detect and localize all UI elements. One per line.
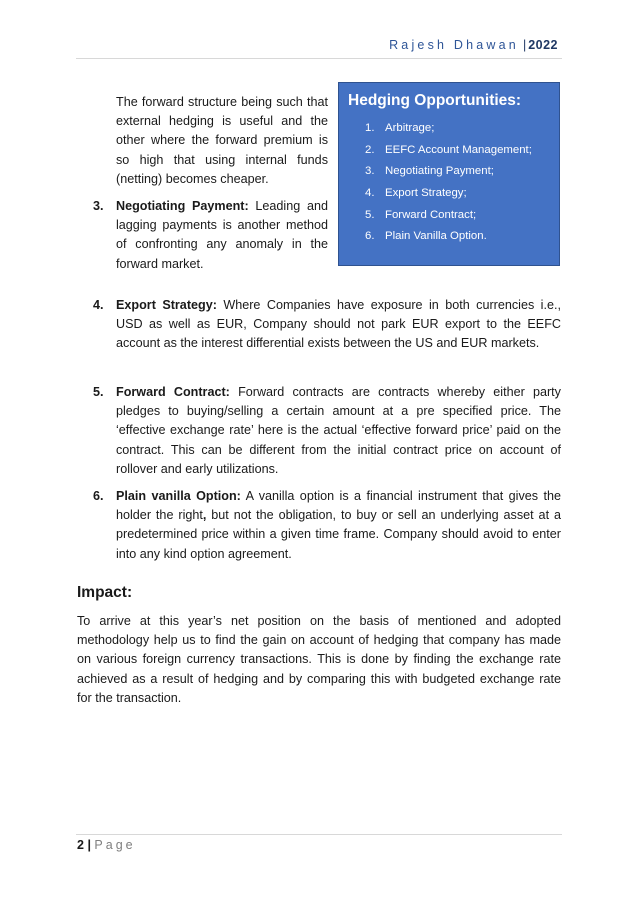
hedging-item-label: Forward Contract; bbox=[385, 208, 477, 221]
list-item-body bbox=[116, 383, 561, 479]
list-item-number: 4. bbox=[93, 298, 104, 312]
hedging-item-number: 1. bbox=[365, 122, 375, 134]
list-item-title: Export Strategy: bbox=[116, 298, 217, 312]
header-rule bbox=[76, 58, 562, 59]
hedging-item-label: Arbitrage; bbox=[385, 122, 435, 134]
footer-rule bbox=[76, 834, 562, 835]
list-item-negotiating-payment bbox=[93, 197, 328, 274]
list-item-text: A vanilla option is a financial instrument that gives the holder the right bbox=[116, 489, 561, 523]
hedging-list bbox=[365, 118, 532, 248]
page-label: Page bbox=[94, 838, 136, 852]
intro-paragraph: The forward structure being such that external hedging is useful and the other where the forward premium is so high that using internal funds (netting) becomes cheaper. bbox=[116, 95, 328, 186]
list-item-body bbox=[116, 197, 328, 274]
list-item-text: Where Companies have exposure in both currencies i.e., USD as well as EUR, Company should not park EUR export to the EEFC account as the interest differential exists between the US and EUR markets. bbox=[116, 298, 561, 351]
hedging-item-number: 3. bbox=[365, 165, 375, 178]
hedging-list-item bbox=[365, 226, 532, 248]
hedging-item-label: Export Strategy; bbox=[385, 187, 467, 200]
hedging-list-item bbox=[365, 161, 532, 183]
list-item-plain-vanilla-option bbox=[93, 487, 561, 564]
impact-paragraph: To arrive at this year’s net position on the basis of mentioned and adopted methodology help us to find the gain on account of hedging that company has made on various foreign currency transactions. This is done by finding the exchange rate achieved as a result of hedging and by comparing this with budgeted exchange rate for the transaction. bbox=[77, 614, 561, 705]
list-item-number: 5. bbox=[93, 385, 104, 399]
hedging-list-item bbox=[365, 183, 532, 205]
hedging-opportunities-box bbox=[338, 82, 560, 266]
list-item-text: Forward contracts are contracts whereby either party pledges to buying/selling a certain amount at a pre specified price. The ‘effective exchange rate’ here is the actual ‘effective forward price’ paid on the contract. This can be different from the initial contract price on account of rollover and early utilizations. bbox=[116, 385, 561, 476]
hedging-item-label: Plain Vanilla Option. bbox=[385, 230, 487, 243]
list-item-forward-contract bbox=[93, 383, 561, 479]
page-footer bbox=[77, 838, 136, 852]
box-title: Hedging Opportunities: bbox=[348, 92, 522, 109]
list-item-body bbox=[116, 296, 561, 354]
hedging-item-number: 6. bbox=[365, 230, 375, 243]
list-item-title: Plain vanilla Option: bbox=[116, 489, 241, 503]
list-item-title: Forward Contract: bbox=[116, 385, 230, 399]
footer-separator: | bbox=[87, 838, 91, 852]
hedging-item-number: 2. bbox=[365, 143, 375, 156]
hedging-list-item bbox=[365, 205, 532, 227]
hedging-item-label: EEFC Account Management; bbox=[385, 143, 532, 156]
author-name: Rajesh Dhawan bbox=[389, 38, 519, 52]
hedging-item-number: 5. bbox=[365, 208, 375, 221]
list-item-body bbox=[116, 487, 561, 564]
hedging-item-number: 4. bbox=[365, 187, 375, 200]
list-item-title: Negotiating Payment: bbox=[116, 199, 249, 213]
list-item-text: Leading and lagging payments is another method of confronting any anomaly in the forward market. bbox=[116, 199, 328, 271]
hedging-list-item bbox=[365, 118, 532, 140]
impact-heading: Impact: bbox=[77, 584, 133, 601]
list-item-export-strategy bbox=[93, 296, 561, 354]
list-item-text-bold: , bbox=[202, 508, 207, 523]
list-item-number: 6. bbox=[93, 489, 104, 503]
header-separator: | bbox=[522, 38, 527, 52]
page-header bbox=[389, 38, 558, 52]
list-item-text: but not the obligation, to buy or sell an underlying asset at a predetermined price within a given time frame. Company should avoid to enter into any kind option agreement. bbox=[116, 508, 561, 561]
header-year: 2022 bbox=[528, 38, 558, 52]
hedging-list-item bbox=[365, 140, 532, 162]
list-item-number: 3. bbox=[93, 199, 104, 213]
hedging-item-label: Negotiating Payment; bbox=[385, 165, 494, 178]
page-number: 2 bbox=[77, 838, 84, 852]
